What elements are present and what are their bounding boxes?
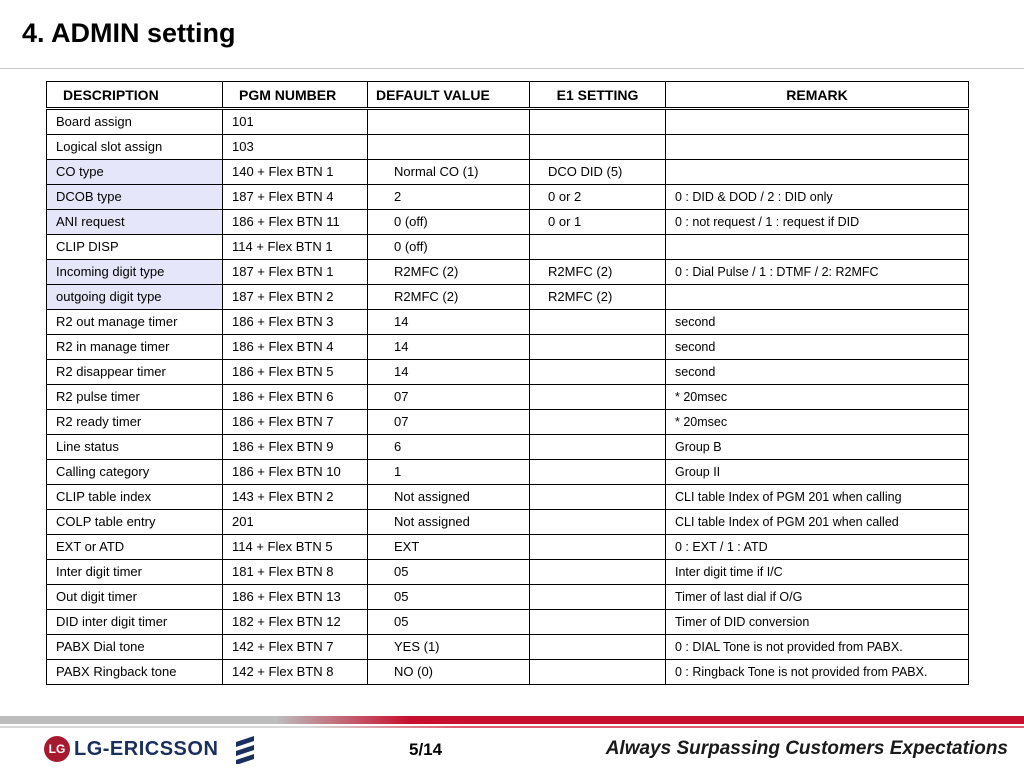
header-pgm-number: PGM NUMBER [223,82,368,109]
cell-remark [666,135,969,160]
footer-stripe [0,716,1024,724]
table-row [47,210,969,235]
cell-remark: second [666,310,969,335]
cell-pgm-number: 114 + Flex BTN 5 [223,535,368,560]
footer-slogan: Always Surpassing Customers Expectations [605,738,1008,759]
header-remark: REMARK [666,82,969,109]
cell-remark [666,285,969,310]
cell-pgm-number: 186 + Flex BTN 10 [223,460,368,485]
cell-default-value: 07 [368,385,530,410]
cell-description: PABX Dial tone [47,635,223,660]
cell-remark: Timer of DID conversion [666,610,969,635]
cell-e1-setting [530,109,666,135]
cell-remark: * 20msec [666,410,969,435]
cell-pgm-number: 114 + Flex BTN 1 [223,235,368,260]
cell-default-value: 0 (off) [368,235,530,260]
cell-default-value: 05 [368,560,530,585]
cell-e1-setting: DCO DID (5) [530,160,666,185]
cell-remark: 0 : DID & DOD / 2 : DID only [666,185,969,210]
page-title: 4. ADMIN setting [22,18,236,48]
cell-default-value: 14 [368,360,530,385]
cell-e1-setting [530,360,666,385]
cell-pgm-number: 103 [223,135,368,160]
cell-description: Incoming digit type [47,260,223,285]
cell-pgm-number: 182 + Flex BTN 12 [223,610,368,635]
table-row [47,535,969,560]
cell-remark [666,109,969,135]
cell-e1-setting [530,335,666,360]
table-row [47,460,969,485]
cell-e1-setting [530,385,666,410]
cell-remark [666,160,969,185]
cell-pgm-number: 181 + Flex BTN 8 [223,560,368,585]
cell-description: CLIP table index [47,485,223,510]
cell-default-value: 05 [368,585,530,610]
cell-e1-setting [530,460,666,485]
cell-description: Inter digit timer [47,560,223,585]
admin-settings-table [46,81,969,685]
cell-pgm-number: 101 [223,109,368,135]
table-row [47,160,969,185]
cell-description: R2 in manage timer [47,335,223,360]
table-row [47,560,969,585]
cell-pgm-number: 186 + Flex BTN 4 [223,335,368,360]
cell-pgm-number: 186 + Flex BTN 7 [223,410,368,435]
cell-description: COLP table entry [47,510,223,535]
lg-ericsson-logo [44,733,256,765]
table-header-row [47,82,969,109]
table-row [47,310,969,335]
cell-description: R2 disappear timer [47,360,223,385]
cell-e1-setting [530,660,666,685]
cell-description: DID inter digit timer [47,610,223,635]
cell-remark: Group II [666,460,969,485]
cell-description: outgoing digit type [47,285,223,310]
table-row [47,335,969,360]
cell-default-value: 14 [368,310,530,335]
cell-default-value: YES (1) [368,635,530,660]
cell-default-value [368,135,530,160]
cell-e1-setting [530,635,666,660]
table-row [47,410,969,435]
table-row [47,385,969,410]
cell-e1-setting: R2MFC (2) [530,285,666,310]
cell-description: Board assign [47,109,223,135]
table-row [47,260,969,285]
cell-default-value: R2MFC (2) [368,260,530,285]
table-row [47,185,969,210]
cell-default-value: 07 [368,410,530,435]
header-description: DESCRIPTION [47,82,223,109]
cell-description: Out digit timer [47,585,223,610]
cell-default-value: R2MFC (2) [368,285,530,310]
cell-default-value: 14 [368,335,530,360]
cell-default-value: Normal CO (1) [368,160,530,185]
table-row [47,610,969,635]
cell-default-value: EXT [368,535,530,560]
cell-default-value: 2 [368,185,530,210]
cell-default-value [368,109,530,135]
header-e1-setting: E1 SETTING [530,82,666,109]
cell-e1-setting [530,410,666,435]
cell-remark: 0 : not request / 1 : request if DID [666,210,969,235]
cell-description: DCOB type [47,185,223,210]
cell-e1-setting: 0 or 1 [530,210,666,235]
cell-e1-setting: 0 or 2 [530,185,666,210]
cell-e1-setting: R2MFC (2) [530,260,666,285]
cell-pgm-number: 187 + Flex BTN 2 [223,285,368,310]
table-body [47,109,969,685]
cell-pgm-number: 142 + Flex BTN 7 [223,635,368,660]
cell-remark: second [666,360,969,385]
table-row [47,285,969,310]
cell-remark: 0 : EXT / 1 : ATD [666,535,969,560]
cell-description: ANI request [47,210,223,235]
cell-e1-setting [530,610,666,635]
cell-description: R2 out manage timer [47,310,223,335]
cell-pgm-number: 186 + Flex BTN 11 [223,210,368,235]
cell-remark: second [666,335,969,360]
cell-default-value: Not assigned [368,485,530,510]
table-row [47,235,969,260]
cell-pgm-number: 140 + Flex BTN 1 [223,160,368,185]
cell-pgm-number: 187 + Flex BTN 1 [223,260,368,285]
cell-description: R2 pulse timer [47,385,223,410]
cell-remark: Group B [666,435,969,460]
cell-default-value: 05 [368,610,530,635]
footer-stripe-accent [0,726,1024,728]
cell-remark: 0 : Dial Pulse / 1 : DTMF / 2: R2MFC [666,260,969,285]
cell-default-value: Not assigned [368,510,530,535]
cell-e1-setting [530,585,666,610]
cell-remark [666,235,969,260]
cell-e1-setting [530,535,666,560]
cell-default-value: 6 [368,435,530,460]
cell-remark: * 20msec [666,385,969,410]
cell-pgm-number: 142 + Flex BTN 8 [223,660,368,685]
cell-remark: CLI table Index of PGM 201 when called [666,510,969,535]
cell-e1-setting [530,310,666,335]
cell-remark: Inter digit time if I/C [666,560,969,585]
page-number: 5/14 [409,740,443,759]
cell-description: Line status [47,435,223,460]
cell-description: Calling category [47,460,223,485]
cell-default-value: 0 (off) [368,210,530,235]
cell-description: CLIP DISP [47,235,223,260]
logo-wordmark: LG-ERICSSON [74,737,219,760]
cell-description: R2 ready timer [47,410,223,435]
table-row [47,360,969,385]
cell-description: Logical slot assign [47,135,223,160]
table-row [47,435,969,460]
cell-pgm-number: 186 + Flex BTN 6 [223,385,368,410]
cell-e1-setting [530,485,666,510]
cell-default-value: NO (0) [368,660,530,685]
cell-description: PABX Ringback tone [47,660,223,685]
cell-pgm-number: 187 + Flex BTN 4 [223,185,368,210]
table-row [47,585,969,610]
cell-pgm-number: 186 + Flex BTN 13 [223,585,368,610]
lg-circle-icon: LG [44,736,70,762]
cell-e1-setting [530,135,666,160]
cell-e1-setting [530,435,666,460]
cell-description: CO type [47,160,223,185]
title-divider [0,68,1024,69]
header-default-value: DEFAULT VALUE [368,82,530,109]
cell-pgm-number: 186 + Flex BTN 3 [223,310,368,335]
cell-remark: 0 : DIAL Tone is not provided from PABX. [666,635,969,660]
cell-remark: 0 : Ringback Tone is not provided from PABX. [666,660,969,685]
table-row [47,635,969,660]
cell-pgm-number: 201 [223,510,368,535]
cell-e1-setting [530,235,666,260]
cell-pgm-number: 143 + Flex BTN 2 [223,485,368,510]
table-row [47,135,969,160]
table-row [47,109,969,135]
table-row [47,485,969,510]
cell-description: EXT or ATD [47,535,223,560]
cell-e1-setting [530,510,666,535]
cell-remark: CLI table Index of PGM 201 when calling [666,485,969,510]
cell-default-value: 1 [368,460,530,485]
cell-pgm-number: 186 + Flex BTN 5 [223,360,368,385]
cell-e1-setting [530,560,666,585]
cell-pgm-number: 186 + Flex BTN 9 [223,435,368,460]
cell-remark: Timer of last dial if O/G [666,585,969,610]
ericsson-mark-icon [234,734,256,764]
table-row [47,510,969,535]
table-row [47,660,969,685]
